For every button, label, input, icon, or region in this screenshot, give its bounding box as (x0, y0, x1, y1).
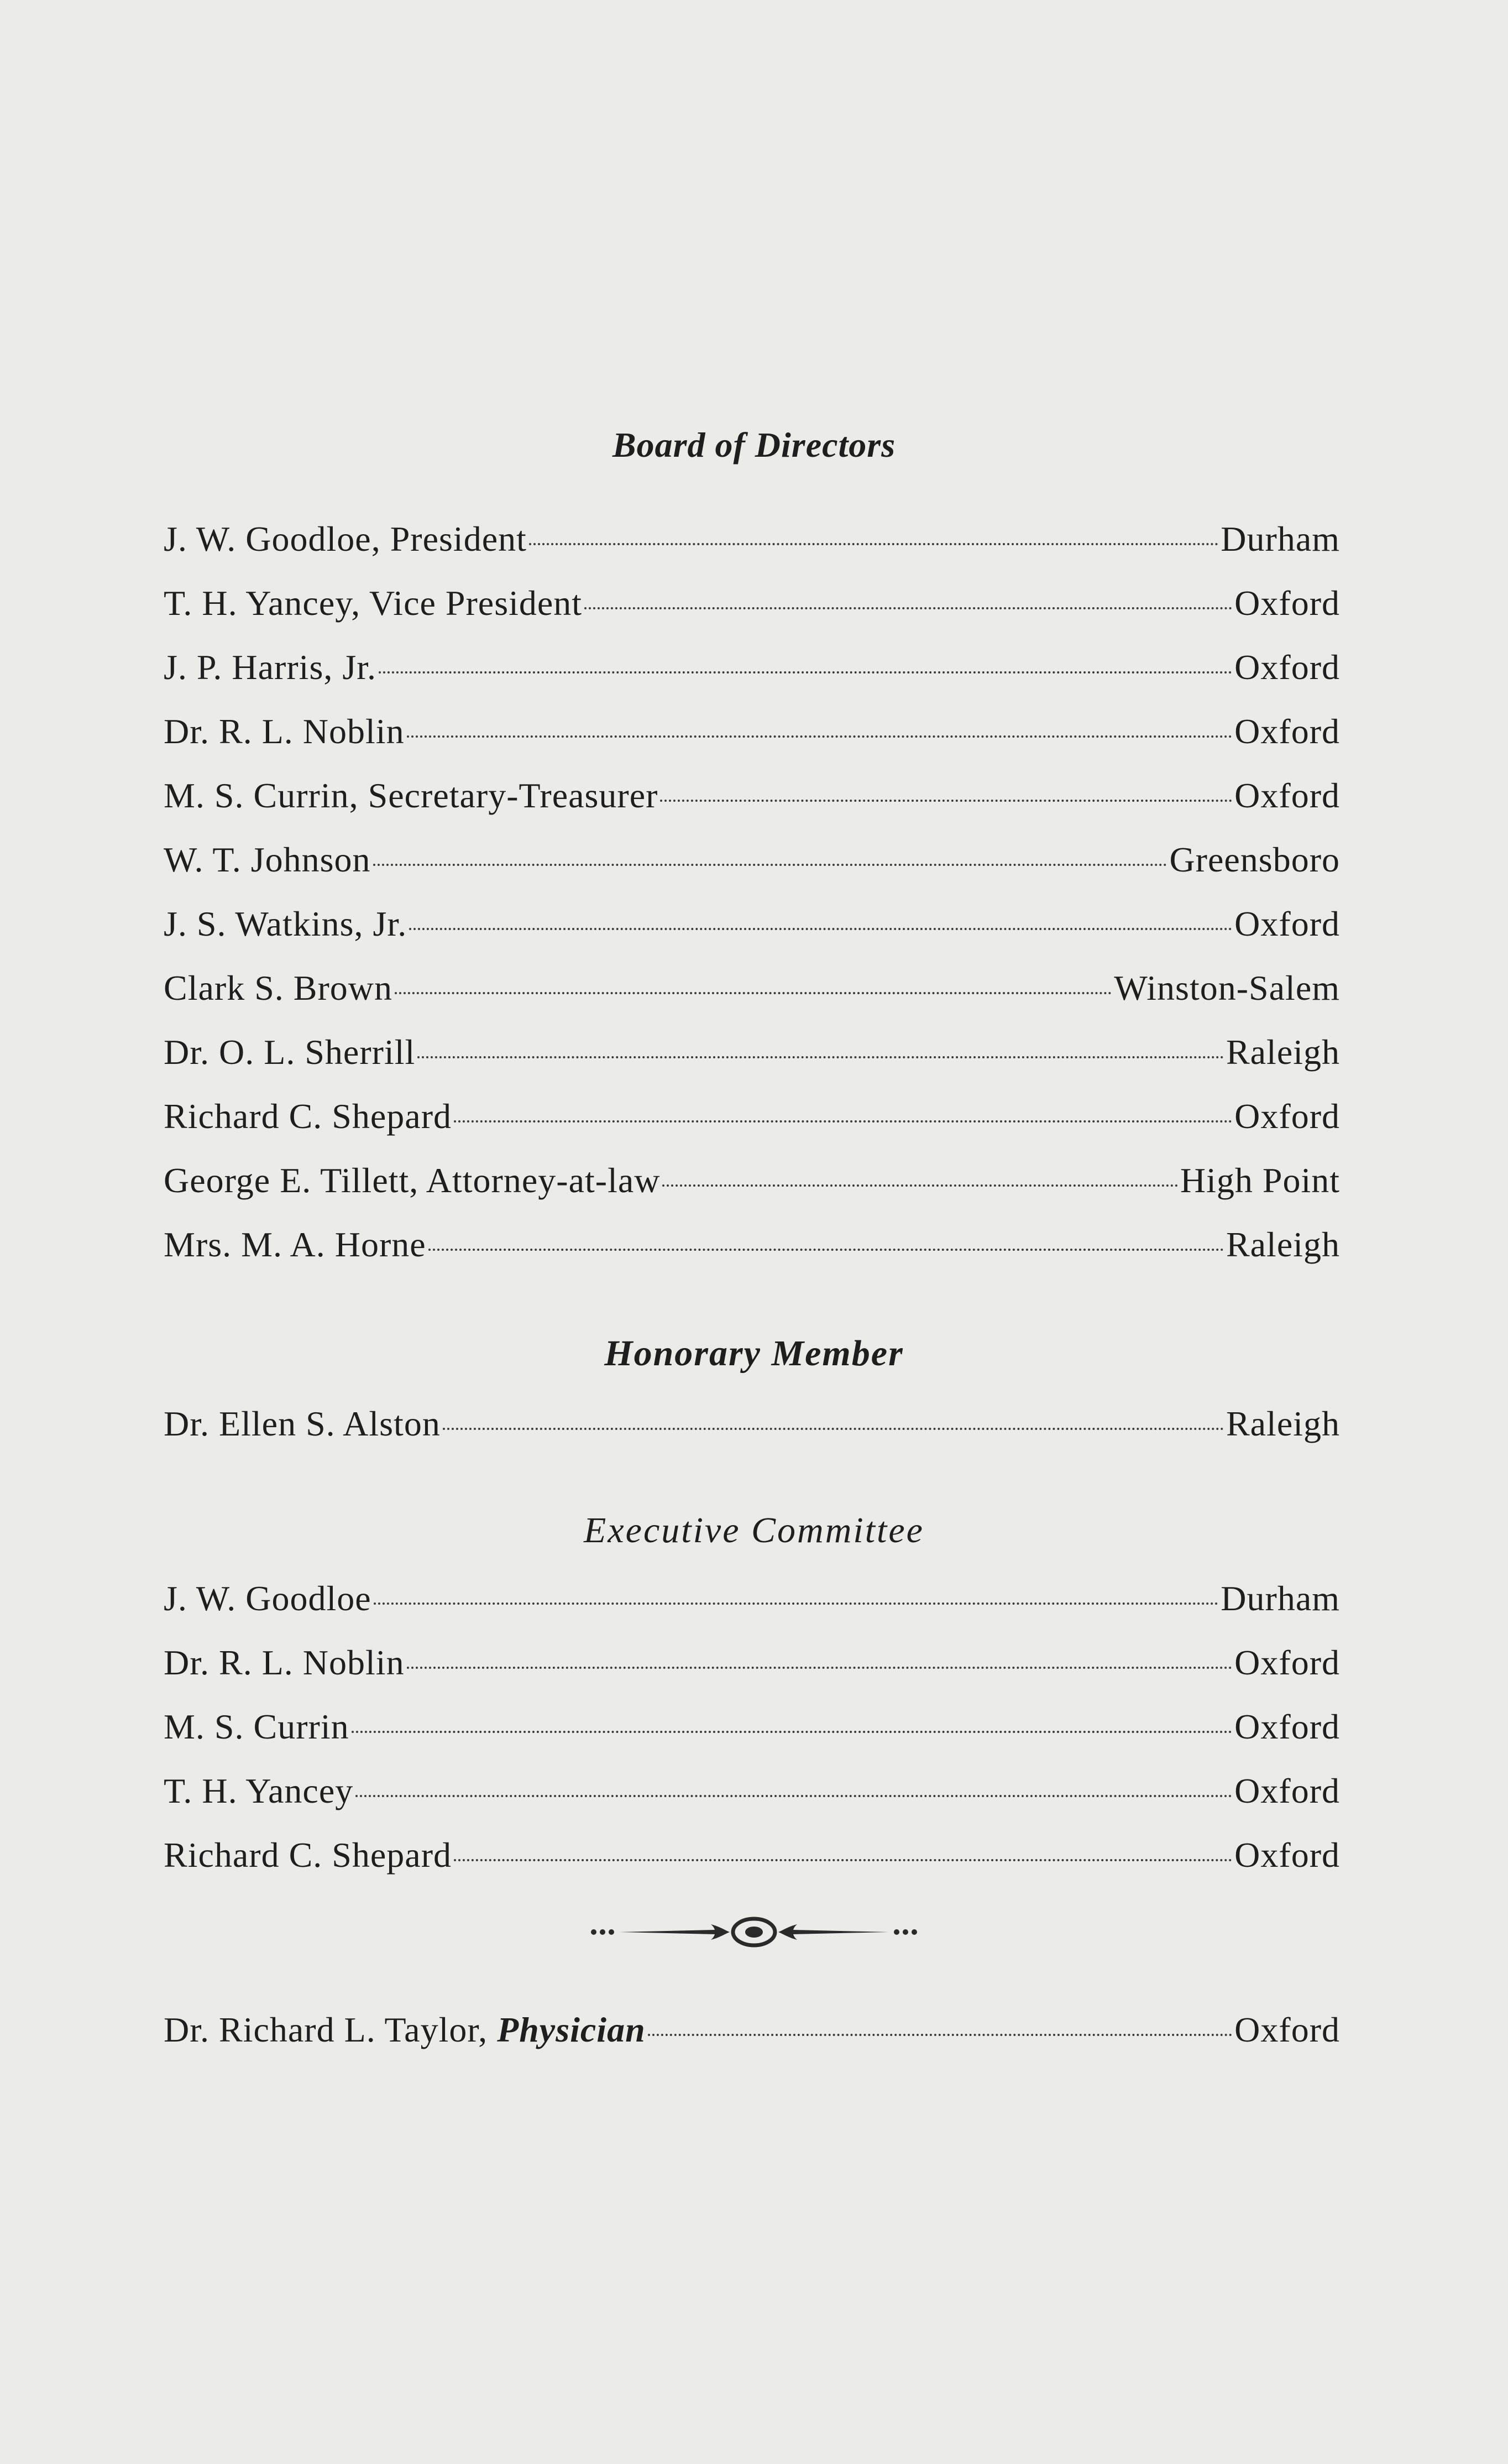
dot-leader (443, 1428, 1224, 1430)
directory-entry (164, 578, 1340, 628)
entry-city: Durham (1221, 519, 1340, 558)
dot-leader (373, 864, 1167, 866)
entry-city: Oxford (1234, 2010, 1340, 2049)
physician-role: Physician (497, 2010, 646, 2049)
entry-city: Oxford (1234, 1097, 1340, 1136)
directory-entry (164, 1156, 1340, 1205)
entry-city: Durham (1221, 1579, 1340, 1618)
dot-leader (407, 1667, 1233, 1669)
dot-leader (660, 800, 1232, 802)
entry-name: Clark S. Brown (164, 968, 392, 1007)
entry-city: Greensboro (1169, 840, 1340, 879)
entry-name: Richard C. Shepard (164, 1835, 452, 1875)
entry-name: Richard C. Shepard (164, 1097, 452, 1136)
entry-name: Dr. Ellen S. Alston (164, 1404, 441, 1443)
directory-entry (164, 1638, 1340, 1688)
entry-name (164, 2005, 646, 2055)
entry-city: Raleigh (1226, 1225, 1340, 1264)
physician-name: Dr. Richard L. Taylor, (164, 2010, 498, 2049)
entry-name: J. W. Goodloe, President (164, 519, 527, 558)
dot-leader (374, 1602, 1219, 1605)
executive-committee-heading: Executive Committee (584, 1510, 924, 1551)
dot-leader (529, 543, 1218, 545)
dot-leader (417, 1056, 1224, 1058)
board-of-directors-heading: Board of Directors (612, 425, 896, 464)
entry-city: Oxford (1234, 583, 1340, 623)
directory-entry (164, 514, 1340, 564)
dot-leader (355, 1795, 1232, 1797)
directory-entry (164, 1027, 1340, 1077)
entry-city: Oxford (1234, 712, 1340, 751)
directory-entry (164, 1830, 1340, 1880)
dot-leader (379, 671, 1232, 674)
dot-leader (648, 2034, 1233, 2036)
entry-city: Winston-Salem (1114, 968, 1340, 1007)
directory-entry (164, 1766, 1340, 1816)
directory-entry (164, 899, 1340, 949)
directory-entry (164, 1220, 1340, 1270)
entry-name: T. H. Yancey, Vice President (164, 583, 583, 623)
dot-leader (352, 1731, 1233, 1733)
entry-city: Oxford (1234, 776, 1340, 815)
entry-city: Oxford (1234, 1643, 1340, 1682)
entry-name: M. S. Currin (164, 1707, 349, 1746)
entry-city: Oxford (1234, 648, 1340, 687)
entry-name: Dr. R. L. Noblin (164, 712, 405, 751)
entry-name: M. S. Currin, Secretary-Treasurer (164, 776, 658, 815)
directory-entry (164, 707, 1340, 756)
ornament-divider-icon (588, 1917, 920, 1948)
dot-leader (428, 1249, 1224, 1251)
dot-leader (662, 1184, 1177, 1187)
entry-city: High Point (1180, 1161, 1340, 1200)
entry-name: Dr. O. L. Sherrill (164, 1032, 416, 1072)
dot-leader (454, 1859, 1232, 1861)
directory-entry (164, 963, 1340, 1013)
dot-leader (584, 607, 1232, 609)
entry-city: Oxford (1234, 1707, 1340, 1746)
directory-entry (164, 643, 1340, 692)
entry-name: Dr. R. L. Noblin (164, 1643, 405, 1682)
dot-leader (454, 1120, 1232, 1123)
entry-name: Mrs. M. A. Horne (164, 1225, 426, 1264)
entry-name: W. T. Johnson (164, 840, 371, 879)
entry-name: J. P. Harris, Jr. (164, 648, 377, 687)
entry-city: Oxford (1234, 904, 1340, 943)
dot-leader (407, 735, 1233, 738)
directory-entry (164, 1092, 1340, 1141)
dot-leader (409, 928, 1232, 930)
dot-leader (395, 992, 1112, 994)
directory-entry (164, 835, 1340, 885)
directory-entry (164, 1702, 1340, 1752)
entry-city: Raleigh (1226, 1032, 1340, 1072)
entry-name: T. H. Yancey (164, 1771, 354, 1810)
honorary-member-heading: Honorary Member (604, 1333, 904, 1374)
entry-name: George E. Tillett, Attorney-at-law (164, 1161, 661, 1200)
directory-entry (164, 1574, 1340, 1623)
directory-entry (164, 771, 1340, 821)
entry-city: Oxford (1234, 1771, 1340, 1810)
entry-name: J. S. Watkins, Jr. (164, 904, 407, 943)
entry-city: Raleigh (1226, 1404, 1340, 1443)
directory-entry (164, 1399, 1340, 1449)
entry-city: Oxford (1234, 1835, 1340, 1875)
physician-entry (164, 2005, 1340, 2055)
entry-name: J. W. Goodloe (164, 1579, 371, 1618)
